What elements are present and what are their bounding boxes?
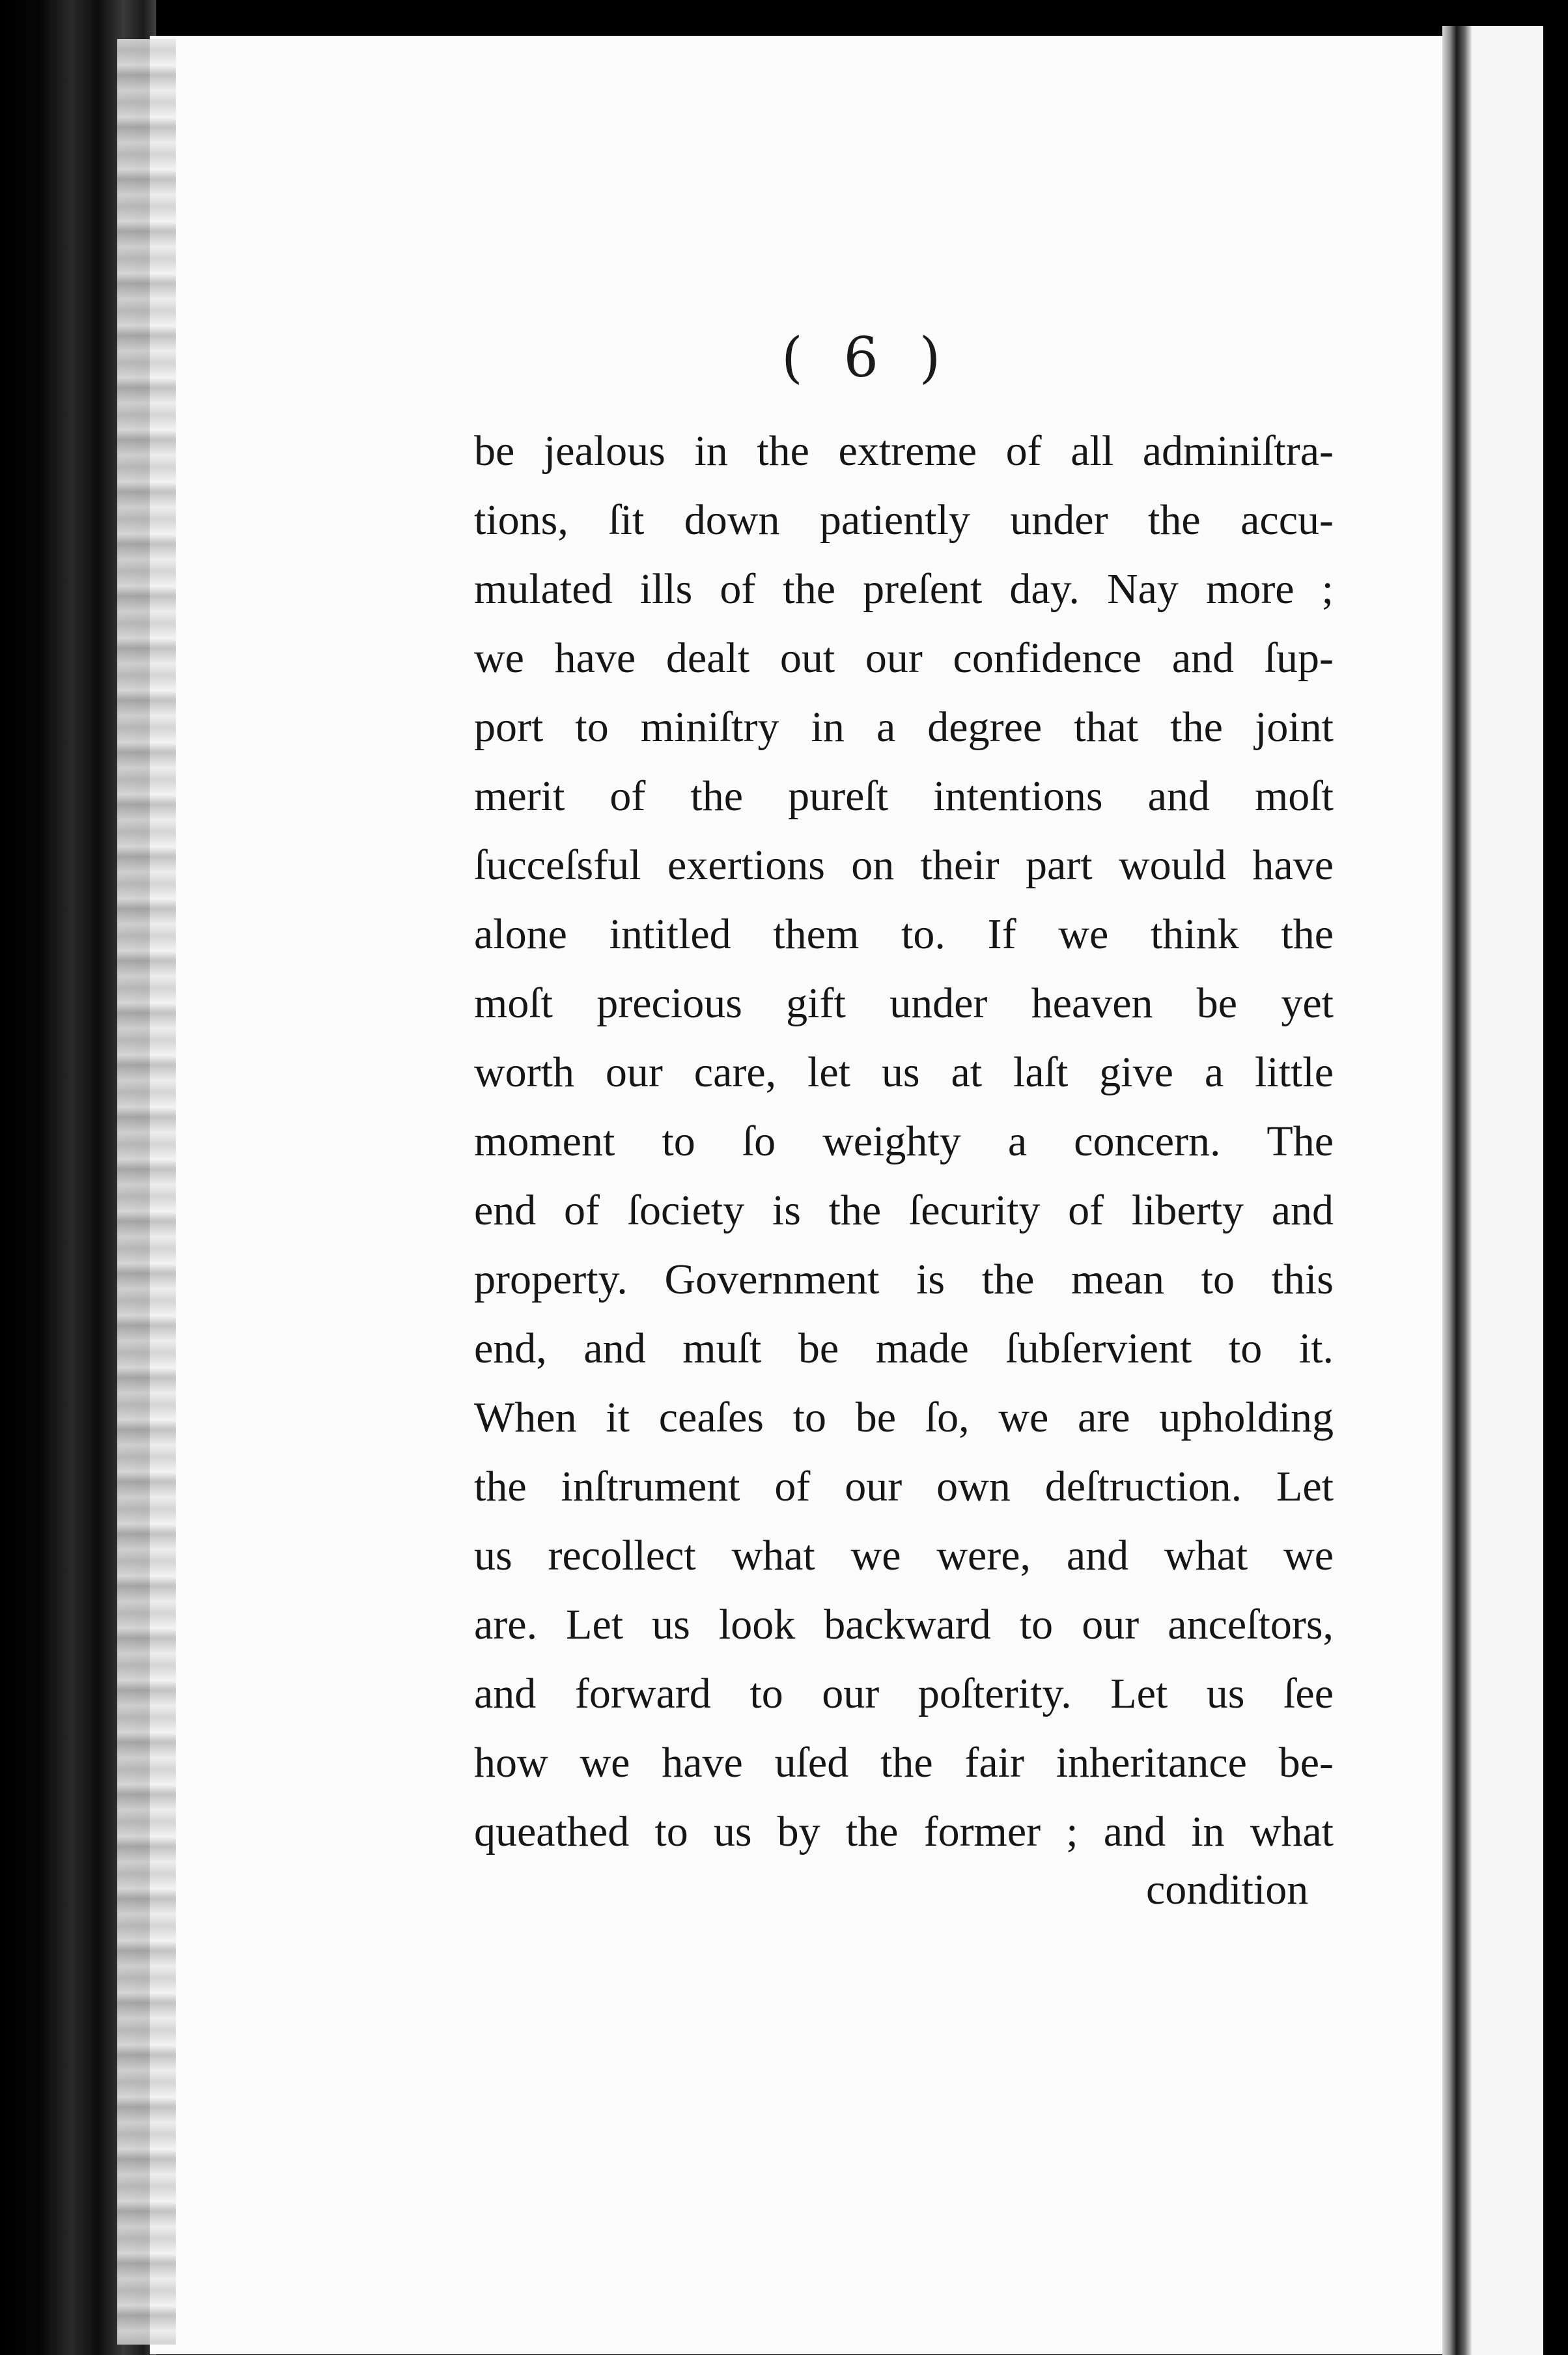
text-line: worth our care, let us at laſt give a little — [474, 1049, 1334, 1096]
text-line: mulated ills of the preſent day. Nay more ; — [474, 565, 1334, 613]
text-line: and forward to our poſterity. Let us ſee — [474, 1670, 1334, 1717]
catchword: condition — [1146, 1866, 1309, 1913]
body-text — [474, 417, 1334, 1867]
text-line: When it ceaſes to be ſo, we are upholding — [474, 1394, 1334, 1441]
text-line: we have dealt out our confidence and ſup- — [474, 634, 1334, 682]
text-line: merit of the pureſt intentions and moſt — [474, 772, 1334, 820]
page-edge — [117, 39, 176, 2345]
text-line: port to miniſtry in a degree that the joint — [474, 703, 1334, 751]
text-line: end of ſociety is the ſecurity of liberty and — [474, 1187, 1334, 1234]
text-line: property. Government is the mean to this — [474, 1256, 1334, 1303]
text-line: us recollect what we were, and what we — [474, 1532, 1334, 1579]
text-line: are. Let us look backward to our anceſtors, — [474, 1601, 1334, 1648]
scan-top-border — [0, 0, 1568, 33]
facing-page-sliver — [1472, 26, 1543, 2355]
right-gutter-shadow — [1442, 26, 1472, 2355]
text-line: tions, ſit down patiently under the accu- — [474, 496, 1334, 544]
text-line: how we have uſed the fair inheritance be- — [474, 1739, 1334, 1786]
page-number: ( 6 ) — [781, 326, 953, 389]
text-line: the inſtrument of our own deſtruction. Let — [474, 1463, 1334, 1510]
text-line: be jealous in the extreme of all adminiſtra- — [474, 427, 1334, 475]
text-line: alone intitled them to. If we think the — [474, 910, 1334, 958]
text-line: moment to ſo weighty a concern. The — [474, 1118, 1334, 1165]
text-line: end, and muſt be made ſubſervient to it. — [474, 1325, 1334, 1372]
text-line: queathed to us by the former ; and in what — [474, 1808, 1334, 1855]
text-line: moſt precious gift under heaven be yet — [474, 980, 1334, 1027]
scan-right-border — [1543, 0, 1568, 2355]
text-line: ſucceſsful exertions on their part would have — [474, 841, 1334, 889]
